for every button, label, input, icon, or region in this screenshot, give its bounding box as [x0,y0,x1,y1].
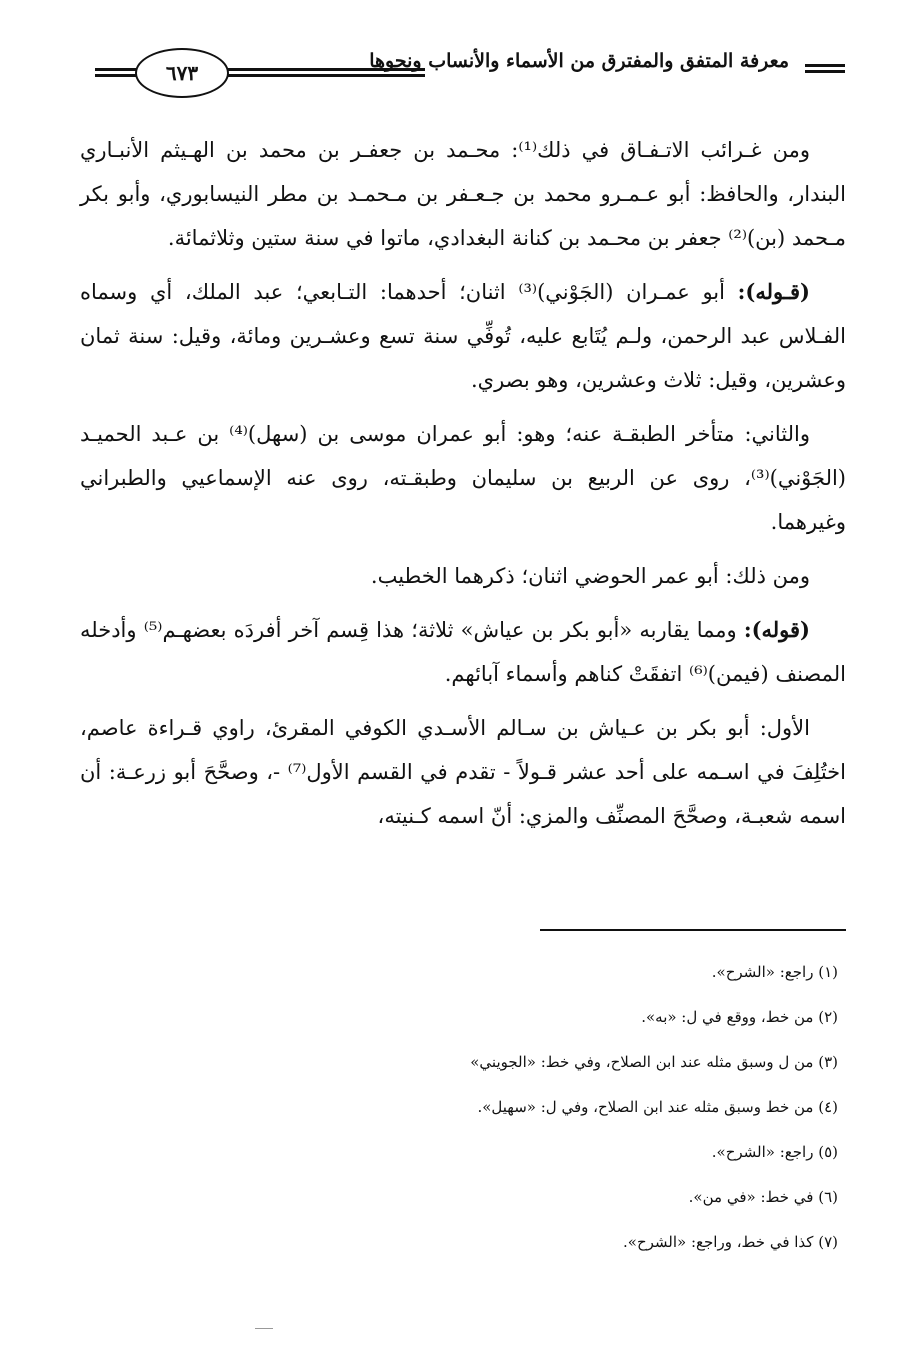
scan-mark [255,1328,273,1329]
footnote: (٤) من خط وسبق مثله عند ابن الصلاح، وفي ل: «سهيل». [477,1098,838,1116]
paragraph [80,706,846,838]
header-ornament-right [805,64,845,73]
footnote: (٣) من ل وسبق مثله عند ابن الصلاح، وفي خط: «الجويني» [470,1053,838,1071]
footnotes [338,958,838,1273]
paragraph [80,554,846,598]
paragraph-text: أبو عمـران (الجَوْني)⁽³⁾ اثنان؛ أحدهما: التـابعي؛ عبد الملك، أي وسماه الفـلاس عبد الرحمن، ولـم يُتَابع عليه، تُوفِّي سنة تسع وعشـرين ومائة، وقيل: سنة ثمان وعشرين، وقيل: ثلاث وعشرين، وهو بصري. [80,280,846,392]
page-header [95,34,845,94]
paragraph-text: والثاني: متأخر الطبقـة عنه؛ وهو: أبو عمران موسى بن (سهل)⁽⁴⁾ بن عـبد الحميـد (الجَوْني)⁽³⁾، روى عن الربيع بن سليمان وطبقـته، روى عنه الإسماعيي والطبراني وغيرهما. [80,422,846,534]
paragraph-text: ومن غـرائب الاتـفـاق في ذلك⁽¹⁾: محـمد بن جعفـر بن محمد بن الهـيثم الأنبـاري البندار، والحافظ: أبو عـمـرو محمد بن جـعـفر بن مـحمـد بن مطر النيسابوري، وأبو بكر مـحمد (بن)⁽²⁾ جعفر بن محـمد بن كنانة البغدادي، ماتوا في سنة ستين وثلاثمائة. [80,138,846,250]
header-ornament-left [95,68,140,77]
paragraph [80,412,846,544]
paragraph-lead: (قوله): [743,617,810,642]
footnote: (٦) في خط: «في من». [688,1188,838,1206]
paragraph-text: ومن ذلك: أبو عمر الحوضي اثنان؛ ذكرهما الخطيب. [370,564,810,588]
paragraph-text: ومما يقاربه «أبو بكر بن عياش» ثلاثة؛ هذا قِسم آخر أفردَه بعضهـم⁽⁵⁾ وأدخله المصنف (فيمن)⁽⁶⁾ اتفقَتْ كناهم وأسماء آبائهم. [80,618,846,686]
paragraph-lead: (قـوله): [737,279,810,304]
paragraph [80,608,846,696]
paragraph [80,270,846,402]
footnote: (١) راجع: «الشرح». [711,963,838,981]
page-number: ٦٧٣ [135,48,229,98]
running-title: معرفة المتفق والمفترق من الأسماء والأنساب ونحوها [369,50,789,72]
footnote: (٧) كذا في خط، وراجع: «الشرح». [623,1233,838,1251]
footnote: (٢) من خط، ووقع في ل: «به». [641,1008,838,1026]
footnote: (٥) راجع: «الشرح». [711,1143,838,1161]
paragraph [80,128,846,260]
header-double-rule [205,68,425,77]
paragraph-text: الأول: أبو بكر بن عـياش بن سـالم الأسـدي الكوفي المقرئ، راوي قـراءة عاصم، اختُلِفَ في اسـمه على أحد عشر قـولاً - تقدم في القسم الأول⁽⁷⁾ -، وصحَّحَ أبو زرعـة: أن اسمه شعبـة، وصحَّحَ المصنِّف والمزي: أنّ اسمه كـنيته، [80,716,846,828]
footnote-separator [540,929,846,931]
main-text [80,128,846,848]
